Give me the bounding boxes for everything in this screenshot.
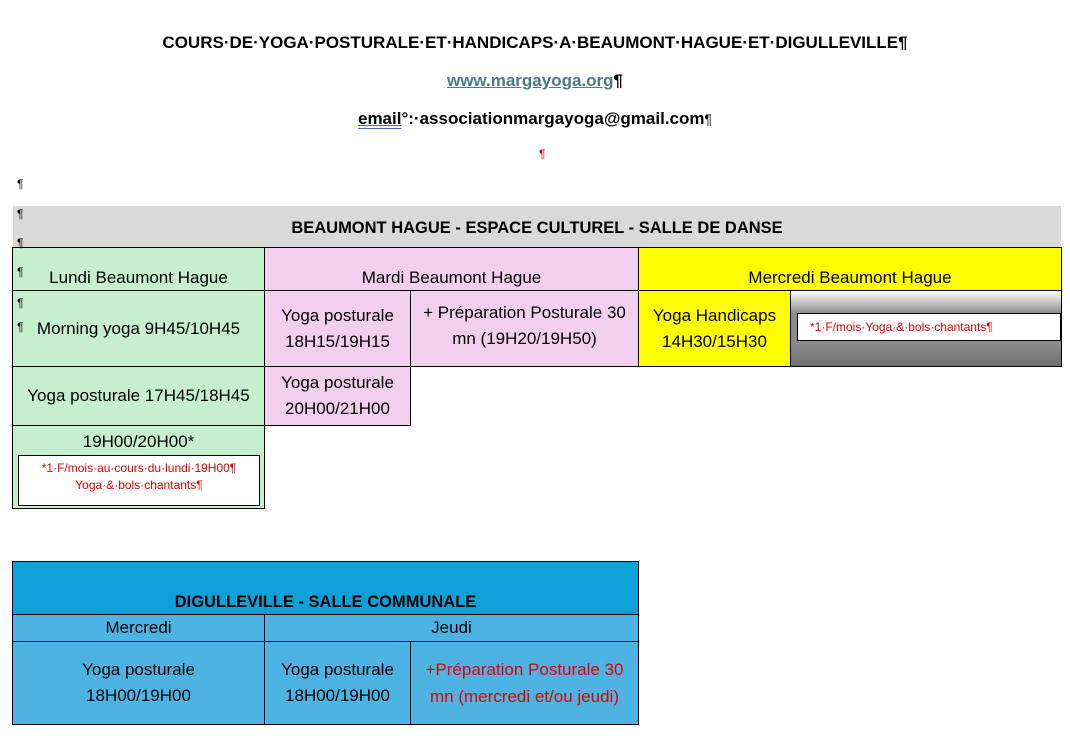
- lundi-evening-time: 19H00/20H00*: [82, 432, 195, 451]
- digulleville-heading: DIGULLEVILLE - SALLE COMMUNALE: [12, 561, 639, 615]
- beaumont-heading: BEAUMONT HAGUE - ESPACE CULTUREL - SALLE DE DANSE: [13, 206, 1061, 247]
- lundi-yoga-posturale: Yoga posturale 17H45/18H45: [12, 366, 265, 426]
- lundi-note-box: *1·F/mois·au·cours·du·lundi·19H00¶ Yoga·&·bols·chantants¶: [18, 455, 260, 506]
- mercredi-yoga-handicaps: Yoga Handicaps 14H30/15H30: [638, 290, 791, 367]
- mardi-yoga-posturale-1: Yoga posturale 18H15/19H15: [264, 290, 411, 367]
- digulleville-preparation-posturale: +Préparation Posturale 30 mn (mercredi et/ou jeudi): [410, 641, 639, 725]
- mercredi-header: Mercredi Beaumont Hague: [638, 247, 1062, 291]
- margin-pilcrow: ¶: [17, 296, 24, 310]
- email-label: email: [357, 109, 402, 128]
- mardi-preparation-posturale: + Préparation Posturale 30 mn (19H20/19H50): [410, 290, 639, 367]
- digulleville-jeudi-header: Jeudi: [264, 614, 639, 642]
- margin-pilcrow: ¶: [17, 177, 24, 191]
- website-link[interactable]: www.margayoga.org: [446, 71, 614, 90]
- digulleville-mercredi-yoga: Yoga posturale 18H00/19H00: [12, 641, 265, 725]
- empty-paragraph-mark: ¶: [539, 147, 546, 161]
- website-pilcrow: ¶: [613, 71, 624, 90]
- mardi-header: Mardi Beaumont Hague: [264, 247, 639, 291]
- email-pilcrow: ¶: [704, 111, 713, 127]
- email-line: [0, 109, 1070, 129]
- digulleville-jeudi-yoga: Yoga posturale 18H00/19H00: [264, 641, 411, 725]
- lundi-evening-cell: [12, 425, 265, 509]
- margin-pilcrow: ¶: [17, 320, 24, 334]
- digulleville-mercredi-header: Mercredi: [12, 614, 265, 642]
- margin-pilcrow: ¶: [17, 207, 24, 221]
- lundi-header: Lundi Beaumont Hague: [12, 247, 265, 291]
- email-value[interactable]: °:·associationmargayoga@gmail.com: [401, 109, 705, 128]
- lundi-morning-yoga: Morning yoga 9H45/10H45: [12, 290, 265, 367]
- website-line: [0, 71, 1070, 91]
- document-title: COURS·DE·YOGA·POSTURALE·ET·HANDICAPS·A·BEAUMONT·HAGUE·ET·DIGULLEVILLE¶: [162, 33, 908, 52]
- mardi-yoga-posturale-2: Yoga posturale 20H00/21H00: [264, 366, 411, 426]
- mercredi-note-cell: [790, 290, 1062, 367]
- margin-pilcrow: ¶: [17, 236, 24, 250]
- margin-pilcrow: ¶: [17, 265, 24, 279]
- mercredi-note-box: *1·F/mois·Yoga·&·bols·chantants¶: [797, 313, 1061, 341]
